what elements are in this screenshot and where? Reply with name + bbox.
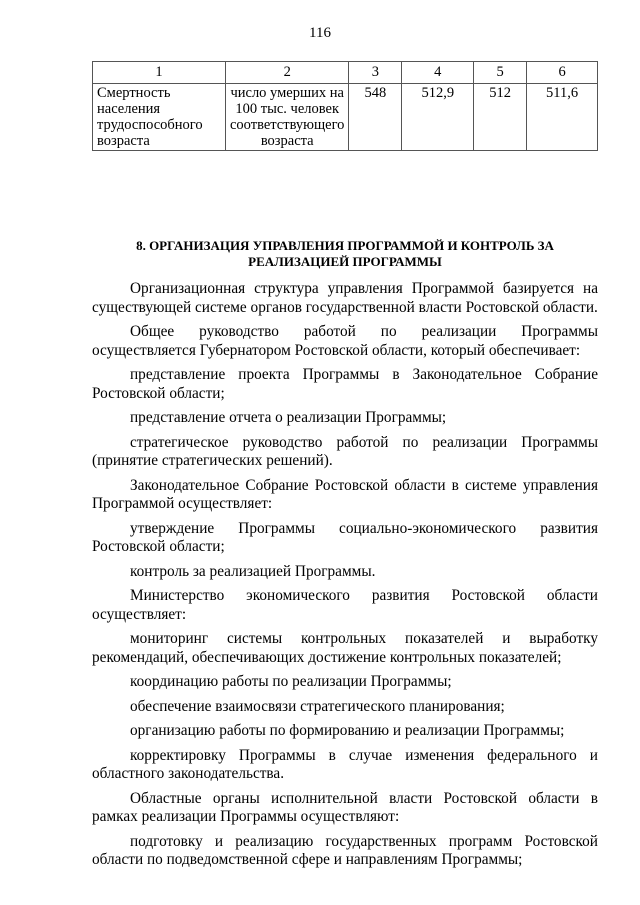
paragraph: Организационная структура управления Программой базируется на существующей системе органов государственной власти Ростовской области. (92, 280, 598, 316)
paragraph: организацию работы по формированию и реализации Программы; (130, 722, 565, 739)
value-cell: 512 (474, 84, 527, 151)
page-number: 116 (309, 25, 331, 41)
paragraph: координацию работы по реализации Программы; (130, 673, 452, 690)
table-header-cell: 5 (474, 62, 527, 84)
paragraph: представление проекта Программы в Законодательное Собрание Ростовской области; (92, 366, 598, 402)
paragraph: Министерство экономического развития Ростовской области осуществляет: (92, 587, 598, 623)
paragraph: мониторинг системы контрольных показателей и выработку рекомендаций, обеспечивающих достижение контрольных показателей; (92, 630, 598, 666)
paragraph: корректировку Программы в случае изменения федерального и областного законодательства. (92, 746, 598, 782)
table-header-cell: 1 (93, 62, 226, 84)
value-cell: 511,6 (527, 84, 598, 151)
table-header-cell: 4 (402, 62, 474, 84)
table-header-cell: 2 (226, 62, 349, 84)
table-header-cell: 3 (349, 62, 402, 84)
section-heading: 8. ОРГАНИЗАЦИЯ УПРАВЛЕНИЯ ПРОГРАММОЙ И КОНТРОЛЬ ЗА РЕАЛИЗАЦИЕЙ ПРОГРАММЫ (136, 238, 554, 269)
value-cell: 512,9 (402, 84, 474, 151)
body-text (92, 280, 598, 876)
table-header-cell: 6 (527, 62, 598, 84)
table-header-row (93, 62, 598, 84)
paragraph: Областные органы исполнительной власти Ростовской области в рамках реализации Программы осуществляют: (92, 789, 598, 825)
paragraph: стратегическое руководство работой по реализации Программы (принятие стратегических решений). (92, 433, 598, 469)
unit-cell: число умерших на 100 тыс. человек соответствующего возраста (226, 84, 349, 151)
paragraph: утверждение Программы социально-экономического развития Ростовской области; (92, 519, 598, 555)
paragraph: контроль за реализацией Программы. (130, 562, 376, 580)
indicator-table (92, 61, 598, 151)
paragraph: Законодательное Собрание Ростовской области в системе управления Программой осуществляет: (92, 476, 598, 512)
paragraph: подготовку и реализацию государственных программ Ростовской области по подведомственной сфере и направлениям Программы; (92, 832, 598, 868)
paragraph: Общее руководство работой по реализации Программы осуществляется Губернатором Ростовской области, который обеспечивает: (92, 323, 598, 359)
paragraph: обеспечение взаимосвязи стратегического планирования; (130, 697, 505, 715)
value-cell: 548 (349, 84, 402, 151)
indicator-name-cell: Смертность населения трудоспособного возраста (93, 84, 226, 151)
paragraph: представление отчета о реализации Программы; (130, 409, 447, 426)
table-row (93, 84, 598, 151)
